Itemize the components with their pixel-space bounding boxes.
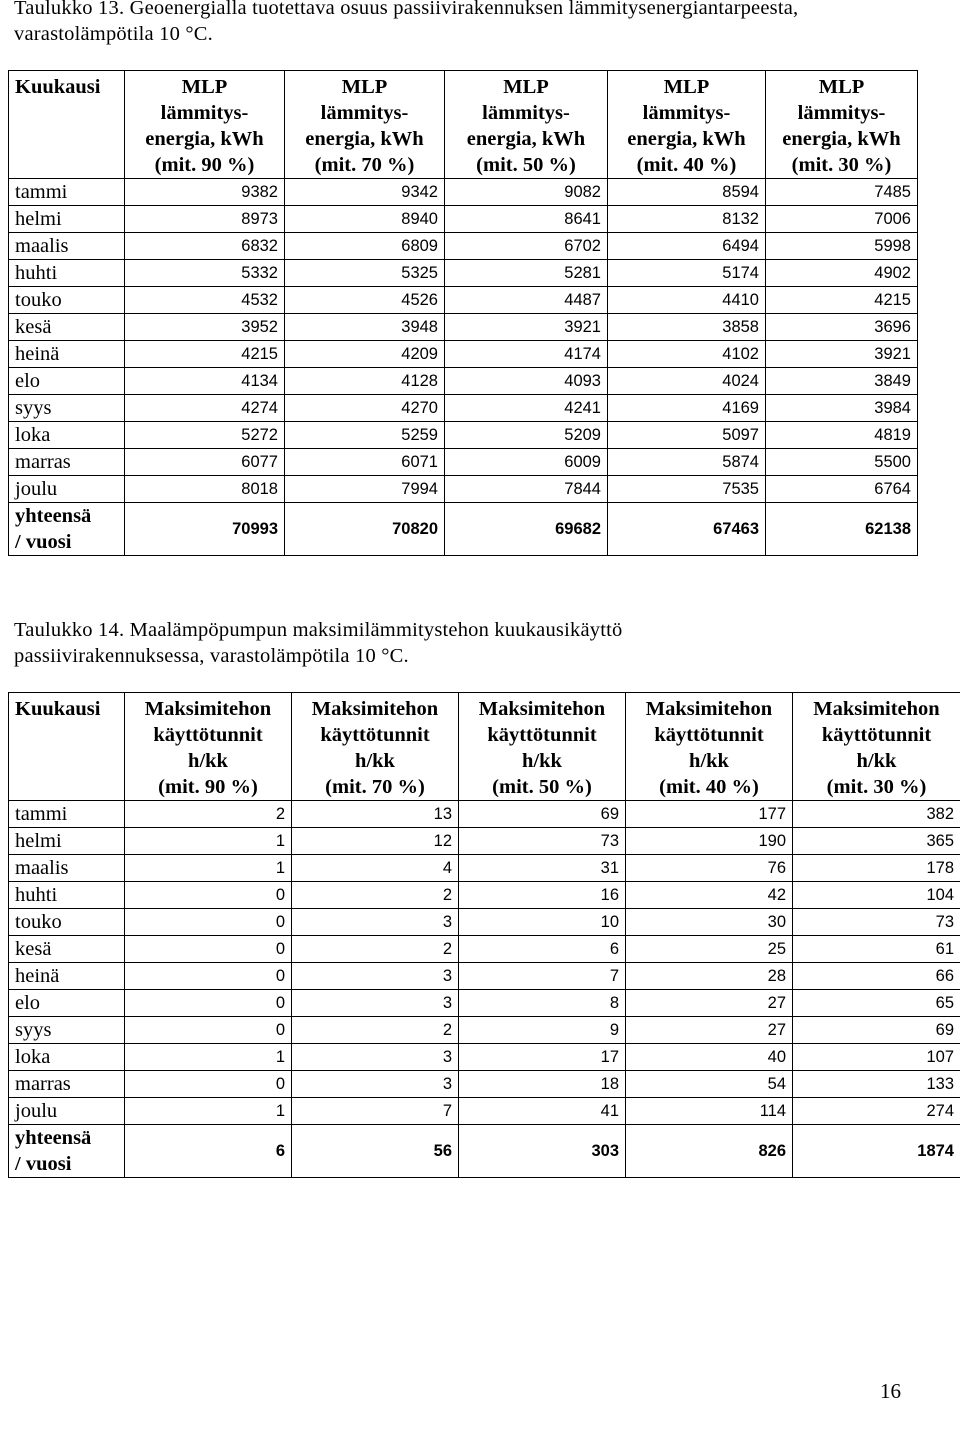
month-cell: tammi xyxy=(9,179,125,206)
month-cell: helmi xyxy=(9,828,125,855)
month-cell: helmi xyxy=(9,206,125,233)
value-cell: 4487 xyxy=(445,287,608,314)
table-row xyxy=(9,963,960,990)
month-cell: marras xyxy=(9,1071,125,1098)
total-value-cell: 70993 xyxy=(125,503,285,556)
value-cell: 4410 xyxy=(608,287,766,314)
value-cell: 41 xyxy=(459,1098,626,1125)
header-line: (mit. 70 %) xyxy=(325,776,425,798)
value-cell: 25 xyxy=(626,936,793,963)
table-row xyxy=(9,1044,960,1071)
value-cell: 30 xyxy=(626,909,793,936)
value-cell: 6009 xyxy=(445,449,608,476)
header-line: lämmitys- xyxy=(160,102,249,124)
value-cell: 3984 xyxy=(766,395,918,422)
header-line: h/kk xyxy=(689,750,729,772)
header-month xyxy=(9,71,125,179)
value-cell: 9 xyxy=(459,1017,626,1044)
value-cell: 9382 xyxy=(125,179,285,206)
total-value-cell: 69682 xyxy=(445,503,608,556)
table-row xyxy=(9,368,918,395)
value-cell: 2 xyxy=(125,801,292,828)
value-cell: 4024 xyxy=(608,368,766,395)
value-cell: 4128 xyxy=(285,368,445,395)
value-cell: 5209 xyxy=(445,422,608,449)
caption-line: varastolämpötila 10 °C. xyxy=(14,23,213,45)
value-cell: 4 xyxy=(292,855,459,882)
table-row xyxy=(9,233,918,260)
value-cell: 4174 xyxy=(445,341,608,368)
header-line: energia, kWh xyxy=(782,128,901,150)
value-cell: 28 xyxy=(626,963,793,990)
table-row xyxy=(9,260,918,287)
header-column xyxy=(125,693,292,801)
header-line: Kuukausi xyxy=(15,76,101,98)
value-cell: 3952 xyxy=(125,314,285,341)
table-row xyxy=(9,422,918,449)
value-cell: 31 xyxy=(459,855,626,882)
month-cell: joulu xyxy=(9,1098,125,1125)
table-row xyxy=(9,179,918,206)
month-cell: elo xyxy=(9,368,125,395)
value-cell: 3921 xyxy=(445,314,608,341)
table-row xyxy=(9,909,960,936)
value-cell: 4215 xyxy=(125,341,285,368)
header-column xyxy=(285,71,445,179)
value-cell: 3 xyxy=(292,990,459,1017)
header-line: (mit. 40 %) xyxy=(636,154,737,176)
value-cell: 365 xyxy=(793,828,960,855)
value-cell: 8018 xyxy=(125,476,285,503)
table-row xyxy=(9,341,918,368)
value-cell: 8940 xyxy=(285,206,445,233)
month-cell: huhti xyxy=(9,260,125,287)
header-line: energia, kWh xyxy=(145,128,264,150)
table-row xyxy=(9,314,918,341)
header-line: (mit. 90 %) xyxy=(154,154,255,176)
header-line: lämmitys- xyxy=(642,102,731,124)
value-cell: 3921 xyxy=(766,341,918,368)
month-cell: syys xyxy=(9,1017,125,1044)
value-cell: 4102 xyxy=(608,341,766,368)
value-cell: 7844 xyxy=(445,476,608,503)
value-cell: 27 xyxy=(626,990,793,1017)
month-cell: marras xyxy=(9,449,125,476)
month-cell: kesä xyxy=(9,314,125,341)
value-cell: 42 xyxy=(626,882,793,909)
value-cell: 7535 xyxy=(608,476,766,503)
value-cell: 73 xyxy=(793,909,960,936)
header-line: energia, kWh xyxy=(466,128,586,150)
table-row xyxy=(9,1071,960,1098)
header-line: lämmitys- xyxy=(482,102,570,124)
total-label xyxy=(9,1125,125,1178)
header-column xyxy=(608,71,766,179)
value-cell: 6809 xyxy=(285,233,445,260)
value-cell: 0 xyxy=(125,1071,292,1098)
value-cell: 3858 xyxy=(608,314,766,341)
header-line: (mit. 50 %) xyxy=(492,776,592,798)
caption-line: Taulukko 14. Maalämpöpumpun maksimilämmitystehon kuukausikäyttö xyxy=(14,619,623,641)
header-line: h/kk xyxy=(188,750,228,772)
value-cell: 4526 xyxy=(285,287,445,314)
header-line: Maksimitehon xyxy=(144,698,272,720)
header-line: käyttötunnit xyxy=(821,724,932,746)
value-cell: 73 xyxy=(459,828,626,855)
value-cell: 3849 xyxy=(766,368,918,395)
total-label-line: / vuosi xyxy=(15,531,72,553)
value-cell: 4819 xyxy=(766,422,918,449)
total-value-cell: 70820 xyxy=(285,503,445,556)
value-cell: 13 xyxy=(292,801,459,828)
value-cell: 6702 xyxy=(445,233,608,260)
table14-caption xyxy=(14,617,944,669)
value-cell: 7006 xyxy=(766,206,918,233)
total-value-cell: 56 xyxy=(292,1125,459,1178)
total-value-cell: 6 xyxy=(125,1125,292,1178)
value-cell: 3696 xyxy=(766,314,918,341)
value-cell: 190 xyxy=(626,828,793,855)
value-cell: 4902 xyxy=(766,260,918,287)
total-label-line: yhteensä xyxy=(15,1127,92,1149)
total-label-line: / vuosi xyxy=(15,1153,72,1175)
value-cell: 107 xyxy=(793,1044,960,1071)
value-cell: 274 xyxy=(793,1098,960,1125)
header-line: lämmitys- xyxy=(320,102,409,124)
header-line: käyttötunnit xyxy=(320,724,430,746)
value-cell: 178 xyxy=(793,855,960,882)
value-cell: 40 xyxy=(626,1044,793,1071)
month-cell: syys xyxy=(9,395,125,422)
total-value-cell: 67463 xyxy=(608,503,766,556)
value-cell: 27 xyxy=(626,1017,793,1044)
table-row xyxy=(9,882,960,909)
value-cell: 0 xyxy=(125,882,292,909)
value-cell: 54 xyxy=(626,1071,793,1098)
caption-line: passiivirakennuksessa, varastolämpötila 10 °C. xyxy=(14,645,409,667)
value-cell: 7 xyxy=(292,1098,459,1125)
value-cell: 3 xyxy=(292,909,459,936)
value-cell: 5325 xyxy=(285,260,445,287)
header-line: MLP xyxy=(181,76,228,98)
value-cell: 66 xyxy=(793,963,960,990)
month-cell: joulu xyxy=(9,476,125,503)
value-cell: 7994 xyxy=(285,476,445,503)
value-cell: 4241 xyxy=(445,395,608,422)
value-cell: 177 xyxy=(626,801,793,828)
value-cell: 5332 xyxy=(125,260,285,287)
value-cell: 6494 xyxy=(608,233,766,260)
value-cell: 69 xyxy=(793,1017,960,1044)
header-line: (mit. 30 %) xyxy=(826,776,927,798)
table13-caption xyxy=(14,0,944,47)
total-value-cell: 826 xyxy=(626,1125,793,1178)
value-cell: 114 xyxy=(626,1098,793,1125)
value-cell: 3 xyxy=(292,1071,459,1098)
table-row xyxy=(9,287,918,314)
total-label-line: yhteensä xyxy=(15,505,92,527)
value-cell: 18 xyxy=(459,1071,626,1098)
header-line: h/kk xyxy=(355,750,395,772)
total-row xyxy=(9,1125,960,1178)
value-cell: 4093 xyxy=(445,368,608,395)
value-cell: 4532 xyxy=(125,287,285,314)
value-cell: 3948 xyxy=(285,314,445,341)
header-line: energia, kWh xyxy=(627,128,746,150)
value-cell: 5500 xyxy=(766,449,918,476)
value-cell: 133 xyxy=(793,1071,960,1098)
header-line: lämmitys- xyxy=(797,102,886,124)
value-cell: 0 xyxy=(125,963,292,990)
value-cell: 61 xyxy=(793,936,960,963)
total-value-cell: 303 xyxy=(459,1125,626,1178)
value-cell: 4215 xyxy=(766,287,918,314)
header-line: Maksimitehon xyxy=(813,698,940,720)
header-month xyxy=(9,693,125,801)
value-cell: 5281 xyxy=(445,260,608,287)
header-line: MLP xyxy=(341,76,388,98)
page-number: 16 xyxy=(880,1379,901,1403)
header-line: MLP xyxy=(663,76,710,98)
value-cell: 3 xyxy=(292,1044,459,1071)
header-line: käyttötunnit xyxy=(654,724,764,746)
value-cell: 9342 xyxy=(285,179,445,206)
header-column xyxy=(766,71,918,179)
table-row xyxy=(9,476,918,503)
total-value-cell: 1874 xyxy=(793,1125,960,1178)
value-cell: 3 xyxy=(292,963,459,990)
month-cell: heinä xyxy=(9,341,125,368)
value-cell: 104 xyxy=(793,882,960,909)
value-cell: 8641 xyxy=(445,206,608,233)
table-row xyxy=(9,855,960,882)
value-cell: 0 xyxy=(125,1017,292,1044)
value-cell: 8973 xyxy=(125,206,285,233)
month-cell: touko xyxy=(9,287,125,314)
value-cell: 7 xyxy=(459,963,626,990)
value-cell: 12 xyxy=(292,828,459,855)
value-cell: 65 xyxy=(793,990,960,1017)
table-header-row xyxy=(9,71,918,179)
header-line: Maksimitehon xyxy=(478,698,606,720)
value-cell: 6 xyxy=(459,936,626,963)
table-row xyxy=(9,1017,960,1044)
value-cell: 5174 xyxy=(608,260,766,287)
value-cell: 17 xyxy=(459,1044,626,1071)
value-cell: 1 xyxy=(125,855,292,882)
month-cell: heinä xyxy=(9,963,125,990)
header-line: Maksimitehon xyxy=(311,698,439,720)
table-row xyxy=(9,395,918,422)
total-label xyxy=(9,503,125,556)
value-cell: 6832 xyxy=(125,233,285,260)
header-line: h/kk xyxy=(856,750,897,772)
value-cell: 10 xyxy=(459,909,626,936)
header-column xyxy=(445,71,608,179)
month-cell: tammi xyxy=(9,801,125,828)
value-cell: 5259 xyxy=(285,422,445,449)
header-line: Kuukausi xyxy=(15,698,101,720)
header-line: MLP xyxy=(818,76,865,98)
value-cell: 4134 xyxy=(125,368,285,395)
table-row xyxy=(9,828,960,855)
value-cell: 6077 xyxy=(125,449,285,476)
value-cell: 1 xyxy=(125,828,292,855)
value-cell: 5272 xyxy=(125,422,285,449)
table13 xyxy=(8,70,918,556)
header-column xyxy=(125,71,285,179)
table14 xyxy=(8,692,960,1178)
caption-line: Taulukko 13. Geoenergialla tuotettava osuus passiivirakennuksen lämmitysenergiantarpeesta, xyxy=(14,0,799,19)
value-cell: 0 xyxy=(125,936,292,963)
value-cell: 382 xyxy=(793,801,960,828)
table-header-row xyxy=(9,693,960,801)
table-row xyxy=(9,206,918,233)
value-cell: 7485 xyxy=(766,179,918,206)
table-row xyxy=(9,801,960,828)
table-row xyxy=(9,449,918,476)
value-cell: 2 xyxy=(292,882,459,909)
value-cell: 2 xyxy=(292,936,459,963)
month-cell: maalis xyxy=(9,233,125,260)
header-line: (mit. 70 %) xyxy=(314,154,415,176)
month-cell: elo xyxy=(9,990,125,1017)
value-cell: 9082 xyxy=(445,179,608,206)
value-cell: 4209 xyxy=(285,341,445,368)
header-column xyxy=(459,693,626,801)
value-cell: 16 xyxy=(459,882,626,909)
total-value-cell: 62138 xyxy=(766,503,918,556)
header-line: Maksimitehon xyxy=(645,698,773,720)
header-line: käyttötunnit xyxy=(487,724,597,746)
total-row xyxy=(9,503,918,556)
value-cell: 1 xyxy=(125,1044,292,1071)
header-line: (mit. 50 %) xyxy=(476,154,576,176)
value-cell: 4270 xyxy=(285,395,445,422)
value-cell: 2 xyxy=(292,1017,459,1044)
header-line: MLP xyxy=(503,76,549,98)
month-cell: touko xyxy=(9,909,125,936)
table-row xyxy=(9,936,960,963)
header-column xyxy=(793,693,960,801)
value-cell: 0 xyxy=(125,909,292,936)
month-cell: loka xyxy=(9,1044,125,1071)
header-line: käyttötunnit xyxy=(153,724,263,746)
value-cell: 8132 xyxy=(608,206,766,233)
header-line: (mit. 30 %) xyxy=(791,154,892,176)
header-line: (mit. 40 %) xyxy=(659,776,759,798)
header-column xyxy=(292,693,459,801)
value-cell: 69 xyxy=(459,801,626,828)
month-cell: huhti xyxy=(9,882,125,909)
value-cell: 4169 xyxy=(608,395,766,422)
value-cell: 6071 xyxy=(285,449,445,476)
value-cell: 6764 xyxy=(766,476,918,503)
header-line: (mit. 90 %) xyxy=(158,776,258,798)
month-cell: loka xyxy=(9,422,125,449)
header-line: h/kk xyxy=(522,750,562,772)
value-cell: 8594 xyxy=(608,179,766,206)
value-cell: 76 xyxy=(626,855,793,882)
value-cell: 5097 xyxy=(608,422,766,449)
month-cell: kesä xyxy=(9,936,125,963)
value-cell: 1 xyxy=(125,1098,292,1125)
value-cell: 5998 xyxy=(766,233,918,260)
month-cell: maalis xyxy=(9,855,125,882)
table-row xyxy=(9,990,960,1017)
value-cell: 4274 xyxy=(125,395,285,422)
header-column xyxy=(626,693,793,801)
header-line: energia, kWh xyxy=(305,128,424,150)
value-cell: 8 xyxy=(459,990,626,1017)
value-cell: 0 xyxy=(125,990,292,1017)
value-cell: 5874 xyxy=(608,449,766,476)
table-row xyxy=(9,1098,960,1125)
